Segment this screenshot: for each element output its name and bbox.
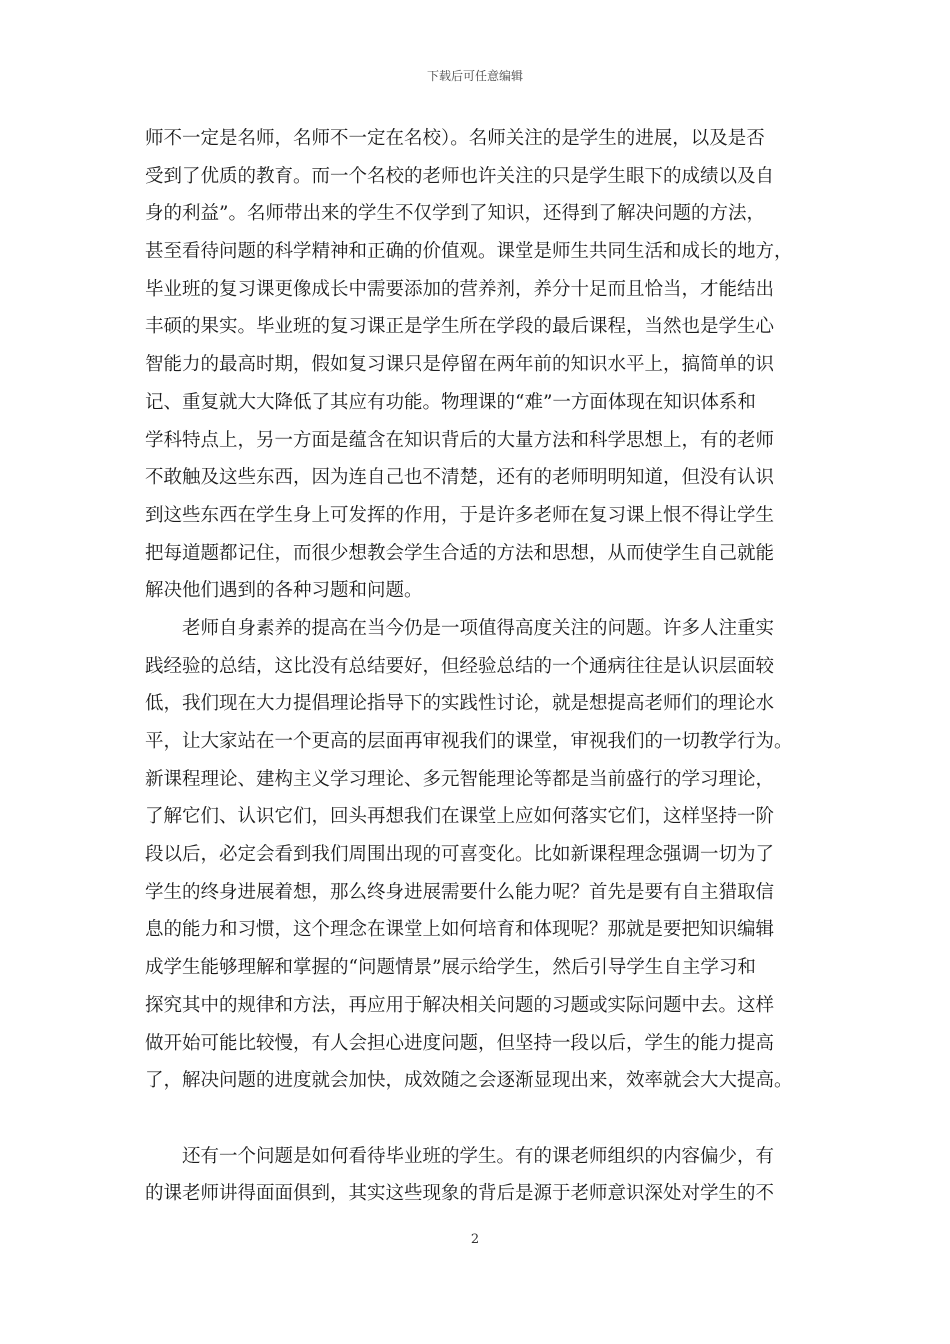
text-line: 老师自身素养的提高在当今仍是一项值得高度关注的问题。许多人注重实 xyxy=(145,617,775,639)
text-line: 甚至看待问题的科学精神和正确的价值观。课堂是师生共同生活和成长的地方， xyxy=(145,241,793,263)
text-line: 践经验的总结，这比没有总结要好，但经验总结的一个通病往往是认识层面较 xyxy=(145,655,775,677)
text-line: 学科特点上，另一方面是蕴含在知识背后的大量方法和科学思想上，有的老师 xyxy=(145,429,775,451)
text-line: 师不一定是名师，名师不一定在名校）。名师关注的是学生的进展，以及是否 xyxy=(145,128,765,149)
blank-line xyxy=(145,1100,805,1138)
page-header: 下载后可任意编辑 xyxy=(426,69,523,83)
page-number: 2 xyxy=(470,1232,480,1247)
text-line: 到这些东西在学生身上可发挥的作用，于是许多老师在复习课上恨不得让学生 xyxy=(145,504,775,526)
text-line: 了，解决问题的进度就会加快，成效随之会逐渐显现出来，效率就会大大提高。 xyxy=(145,1070,793,1092)
text-line: 智能力的最高时期，假如复习课只是停留在两年前的知识水平上，搞简单的识 xyxy=(145,354,775,376)
text-line: 新课程理论、建构主义学习理论、多元智能理论等都是当前盛行的学习理论， xyxy=(145,768,775,790)
text-line: 解决他们遇到的各种习题和问题。 xyxy=(145,580,423,602)
text-line: 了解它们、认识它们，回头再想我们在课堂上应如何落实它们，这样坚持一阶 xyxy=(145,806,775,828)
paragraph-1 xyxy=(145,120,805,610)
text-line: 做开始可能比较慢，有人会担心进度问题，但坚持一段以后，学生的能力提高 xyxy=(145,1032,775,1054)
text-line: 记、重复就大大降低了其应有功能。物理课的“难”一方面体现在知识体系和 xyxy=(145,391,756,413)
text-line: 段以后，必定会看到我们周围出现的可喜变化。比如新课程理念强调一切为了 xyxy=(145,844,775,866)
document-body xyxy=(145,120,805,1213)
text-line: 毕业班的复习课更像成长中需要添加的营养剂，养分十足而且恰当，才能结出 xyxy=(145,278,775,300)
text-line: 还有一个问题是如何看待毕业班的学生。有的课老师组织的内容偏少，有 xyxy=(145,1145,775,1167)
text-line: 学生的终身进展着想，那么终身进展需要什么能力呢？首先是要有自主猎取信 xyxy=(145,881,775,903)
paragraph-2 xyxy=(145,610,805,1100)
text-line: 把每道题都记住，而很少想教会学生合适的方法和思想，从而使学生自己就能 xyxy=(145,542,775,564)
text-line: 不敢触及这些东西，因为连自己也不清楚，还有的老师明明知道，但没有认识 xyxy=(145,467,775,489)
paragraph-3 xyxy=(145,1138,805,1213)
text-line: 成学生能够理解和掌握的“问题情景”展示给学生，然后引导学生自主学习和 xyxy=(145,957,756,979)
text-line: 平，让大家站在一个更高的层面再审视我们的课堂，审视我们的一切教学行为。 xyxy=(145,731,793,752)
text-line: 受到了优质的教育。而一个名校的老师也许关注的只是学生眼下的成绩以及自 xyxy=(145,165,775,187)
text-line: 丰硕的果实。毕业班的复习课正是学生所在学段的最后课程，当然也是学生心 xyxy=(145,316,775,338)
text-line: 息的能力和习惯，这个理念在课堂上如何培育和体现呢？那就是要把知识编辑 xyxy=(145,919,775,941)
text-line: 探究其中的规律和方法，再应用于解决相关问题的习题或实际问题中去。这样 xyxy=(145,994,775,1016)
text-line: 低，我们现在大力提倡理论指导下的实践性讨论，就是想提高老师们的理论水 xyxy=(145,693,775,715)
text-line: 身的利益”。名师带出来的学生不仅学到了知识，还得到了解决问题的方法， xyxy=(145,203,765,225)
text-line: 的课老师讲得面面俱到，其实这些现象的背后是源于老师意识深处对学生的不 xyxy=(145,1183,775,1205)
